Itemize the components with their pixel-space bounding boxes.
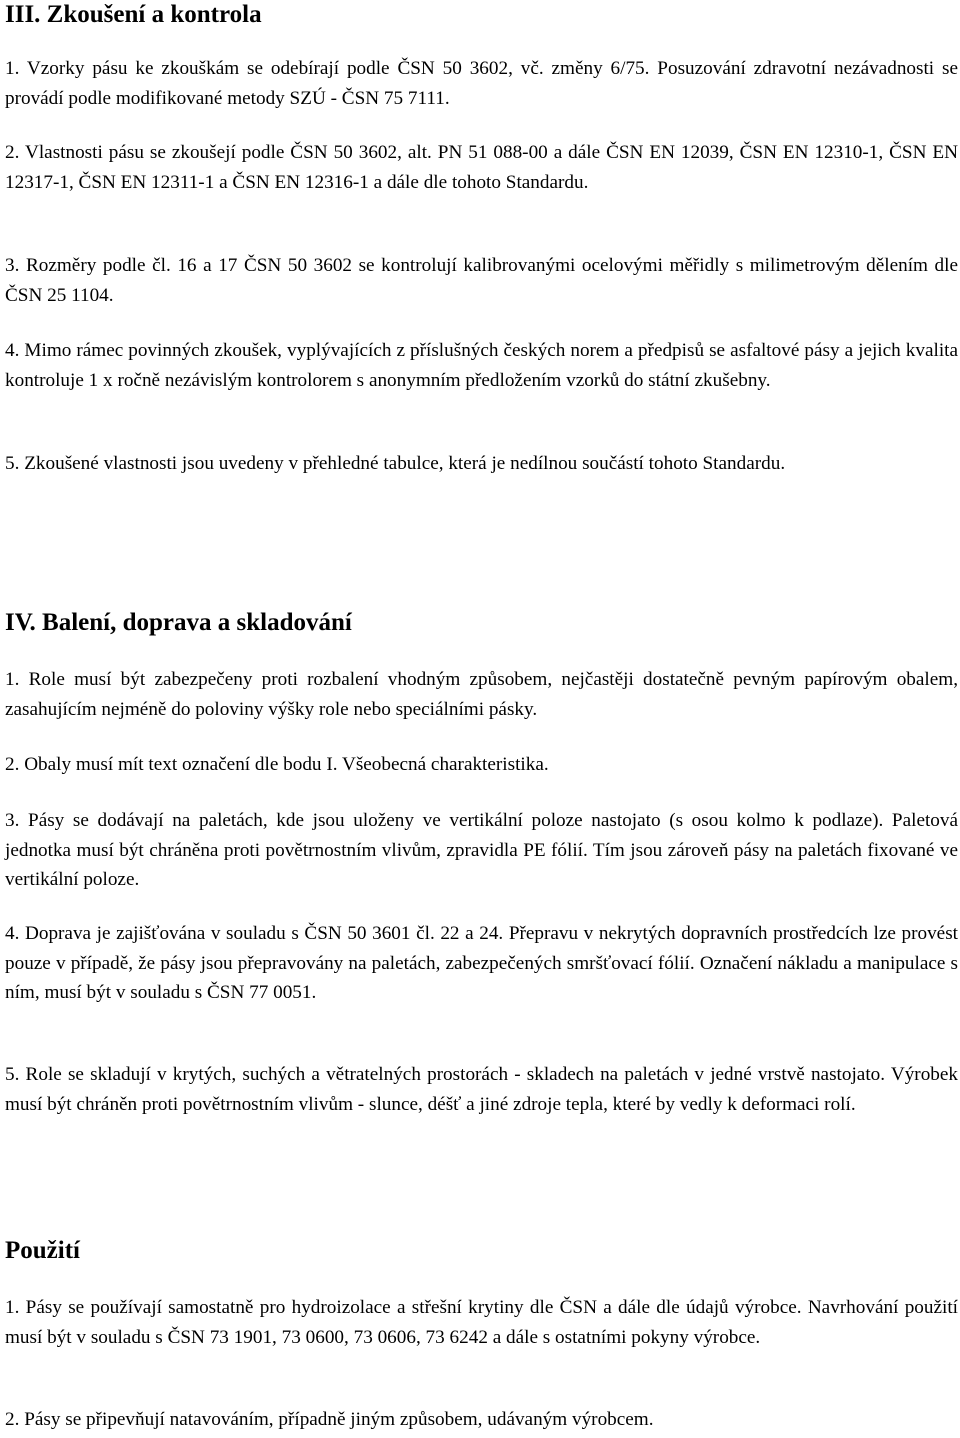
paragraph-iii-3: 3. Rozměry podle čl. 16 a 17 ČSN 50 3602 se kontrolují kalibrovanými ocelovými měřidly s milimetrovým dělením dle ČSN 25 1104. [5, 255, 958, 306]
paragraph-iii-2: 2. Vlastnosti pásu se zkoušejí podle ČSN 50 3602, alt. PN 51 088-00 a dále ČSN EN 12039, ČSN EN 12310-1, ČSN EN 12317-1, ČSN EN 12311-1 a ČSN EN 12316-1 a dále dle tohoto Standardu. [5, 142, 958, 193]
paragraph-iv-2: 2. Obaly musí mít text označení dle bodu I. Všeobecná charakteristika. [5, 754, 549, 775]
paragraph-iv-3: 3. Pásy se dodávají na paletách, kde jsou uloženy ve vertikální poloze nastojato (s osou kolmo k podlaze). Paletová jednotka musí být chráněna proti povětrnostním vlivům, zpravidla PE fólií. Tím jsou zároveň pásy na paletách fixované ve vertikální poloze. [5, 810, 958, 890]
section-heading-iii: III. Zkoušení a kontrola [5, 1, 262, 28]
paragraph-iii-1: 1. Vzorky pásu ke zkouškám se odebírají podle ČSN 50 3602, vč. změny 6/75. Posuzování zdravotní nezávadnosti se provádí podle modifikované metody SZÚ - ČSN 75 7111. [5, 58, 958, 109]
paragraph-iv-4: 4. Doprava je zajišťována v souladu s ČSN 50 3601 čl. 22 a 24. Přepravu v nekrytých dopravních prostředcích lze provést pouze v případě, že pásy jsou přepravovány na paletách, zabezpečených smršťovací fólií. Označení nákladu a manipulace s ním, musí být v souladu s ČSN 77 0051. [5, 923, 958, 1003]
section-heading-iv: IV. Balení, doprava a skladování [5, 609, 352, 636]
section-heading-pouziti: Použití [5, 1237, 80, 1264]
paragraph-pouziti-1: 1. Pásy se používají samostatně pro hydroizolace a střešní krytiny dle ČSN a dále dle údajů výrobce. Navrhování použití musí být v souladu s ČSN 73 1901, 73 0600, 73 0606, 73 6242 a dále s ostatními pokyny výrobce. [5, 1297, 958, 1348]
paragraph-iii-5: 5. Zkoušené vlastnosti jsou uvedeny v přehledné tabulce, která je nedílnou součástí tohoto Standardu. [5, 453, 786, 474]
paragraph-iii-4: 4. Mimo rámec povinných zkoušek, vyplývajících z příslušných českých norem a předpisů se asfaltové pásy a jejich kvalita kontroluje 1 x ročně nezávislým kontrolorem s anonymním předložením vzorků do státní zkušebny. [5, 340, 958, 391]
paragraph-iv-5: 5. Role se skladují v krytých, suchých a větratelných prostorách - skladech na paletách v jedné vrstvě nastojato. Výrobek musí být chráněn proti povětrnostním vlivům - slunce, déšť a jiné zdroje tepla, které by vedly k deformaci rolí. [5, 1064, 958, 1115]
paragraph-pouziti-2: 2. Pásy se připevňují natavováním, případně jiným způsobem, udávaným výrobcem. [5, 1409, 654, 1430]
paragraph-iv-1: 1. Role musí být zabezpečeny proti rozbalení vhodným způsobem, nejčastěji dostatečně pevným papírovým obalem, zasahujícím nejméně do poloviny výšky role nebo speciálními pásky. [5, 669, 958, 720]
